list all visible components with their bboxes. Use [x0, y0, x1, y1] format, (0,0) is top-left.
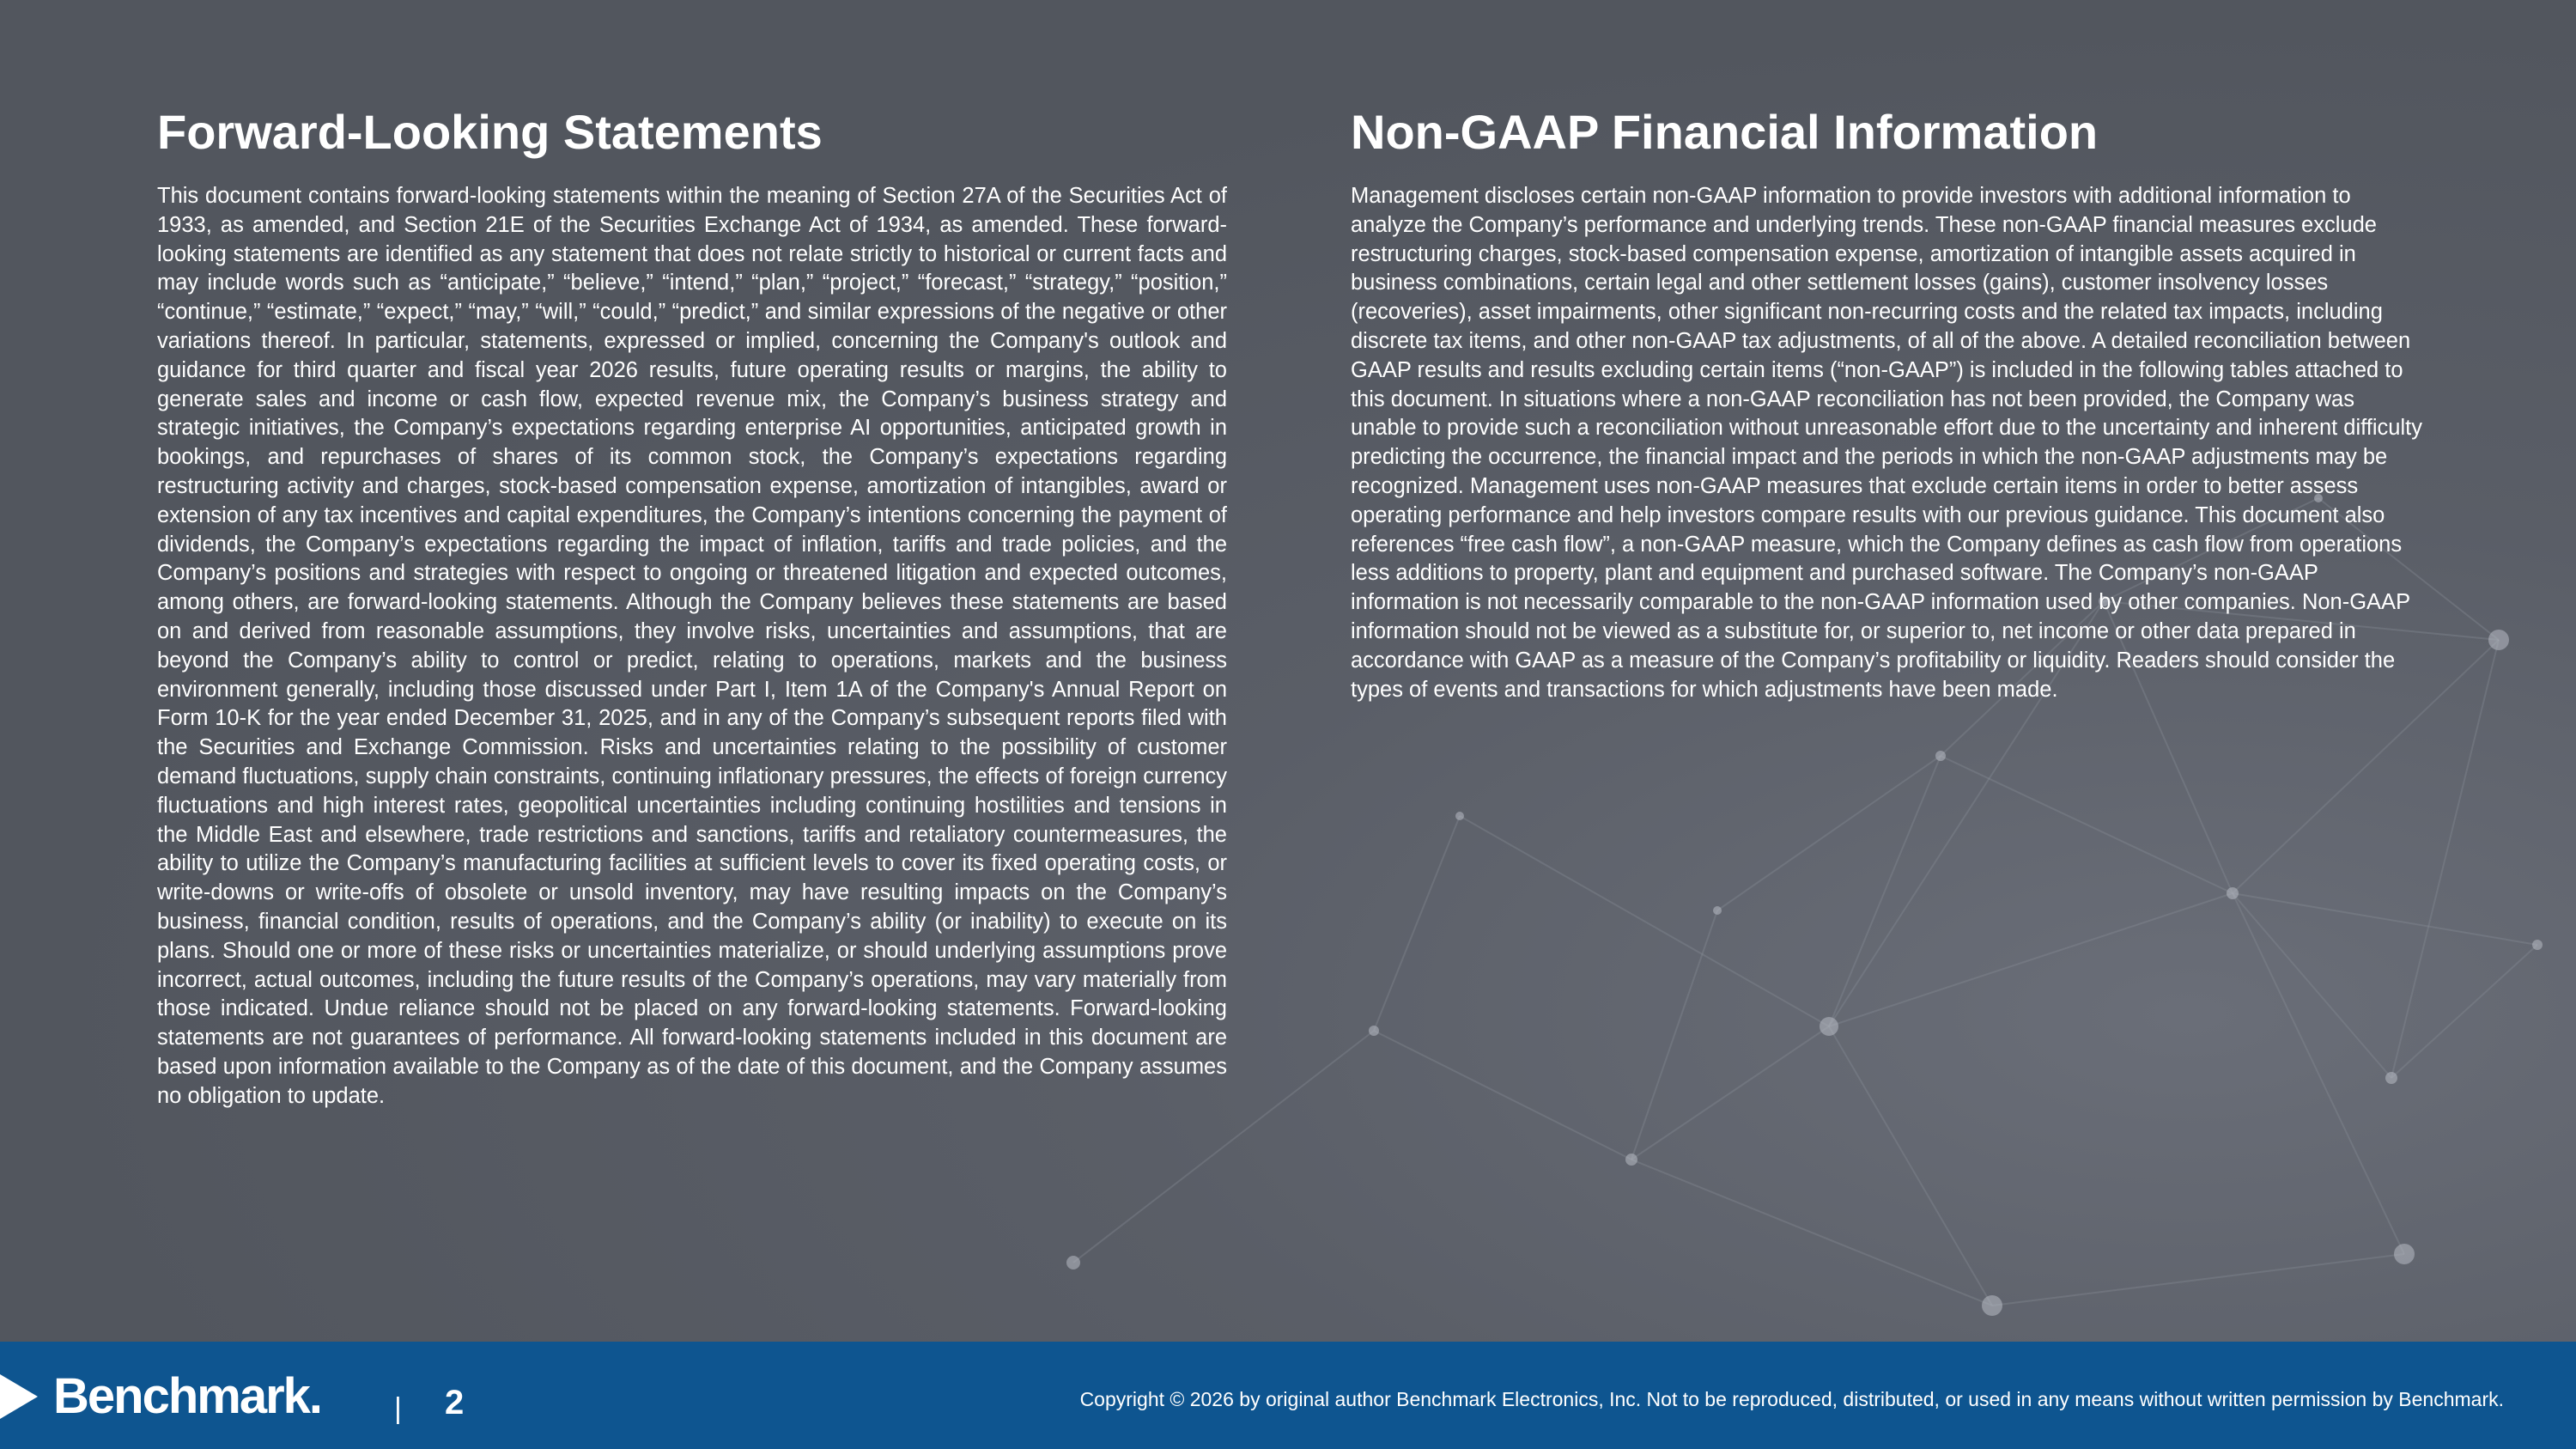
- page-number: 2: [445, 1384, 465, 1422]
- copyright-notice: Copyright © 2026 by original author Benchmark Electronics, Inc. Not to be reproduced, distributed, or used in any means without written permission by Benchmark.: [1079, 1388, 2504, 1410]
- footer-bar: [0, 1342, 2576, 1449]
- non-gaap-body: Management discloses certain non-GAAP information to provide investors with additional information to analyze the Company’s performance and underlying trends. These non-GAAP financial measures exclude restructuring charges, stock-based compensation expense, amortization of intangible assets acquired in business combinations, certain legal and other settlement losses (gains), customer insolvency losses (recoveries), asset impairments, other significant non-recurring costs and the related tax impacts, including discrete tax items, and other non-GAAP tax adjustments, of all of the above. A detailed reconciliation between GAAP results and results excluding certain items (“non-GAAP”) is included in the following tables attached to this document. In situations where a non-GAAP reconciliation has not been provided, the Company was unable to provide such a reconciliation without unreasonable effort due to the uncertainty and inherent difficulty predicting the occurrence, the financial impact and the periods in which the non-GAAP adjustments may be recognized. Management uses non-GAAP measures that exclude certain items in order to better assess operating performance and help investors compare results with our previous guidance. This document also references “free cash flow”, a non-GAAP measure, which the Company defines as cash flow from operations less additions to property, plant and equipment and purchased software. The Company’s non-GAAP information is not necessarily comparable to the non-GAAP information used by other companies. Non-GAAP information should not be viewed as a substitute for, or superior to, net income or other data prepared in accordance with GAAP as a measure of the Company’s profitability or liquidity. Readers should consider the types of events and transactions for which adjustments have been made.: [1351, 184, 2422, 702]
- forward-looking-title: Forward-Looking Statements: [157, 105, 823, 159]
- logo-triangle-icon: [0, 1374, 38, 1419]
- benchmark-logo: [0, 1367, 321, 1426]
- forward-looking-body: This document contains forward-looking statements within the meaning of Section 27A of the Securities Act of 1933, as amended, and Section 21E of the Securities Exchange Act of 1934, as amended. These forward-looking statements are identified as any statement that does not relate strictly to historical or current facts and may include words such as “anticipate,” “believe,” “intend,” “plan,” “project,” “forecast,” “strategy,” “position,” “continue,” “estimate,” “expect,” “may,” “will,” “could,” “predict,” and similar expressions of the negative or other variations thereof. In particular, statements, expressed or implied, concerning the Company's outlook and guidance for third quarter and fiscal year 2026 results, future operating results or margins, the ability to generate sales and income or cash flow, expected revenue mix, the Company’s business strategy and strategic initiatives, the Company’s expectations regarding enterprise AI opportunities, anticipated growth in bookings, and repurchases of shares of its common stock, the Company’s expectations regarding restructuring activity and charges, stock-based compensation expense, amortization of intangibles, award or extension of any tax incentives and capital expenditures, the Company’s intentions concerning the payment of dividends, the Company’s expectations regarding the impact of inflation, tariffs and trade policies, and the Company’s positions and strategies with respect to ongoing or threatened litigation and expected outcomes, among others, are forward-looking statements. Although the Company believes these statements are based on and derived from reasonable assumptions, they involve risks, uncertainties and assumptions, that are beyond the Company’s ability to control or predict, relating to operations, markets and the business environment generally, including those discussed under Part I, Item 1A of the Company's Annual Report on Form 10-K for the year ended December 31, 2025, and in any of the Company’s subsequent reports filed with the Securities and Exchange Commission. Risks and uncertainties relating to the possibility of customer demand fluctuations, supply chain constraints, continuing inflationary pressures, the effects of foreign currency fluctuations and high interest rates, geopolitical uncertainties including continuing hostilities and tensions in the Middle East and elsewhere, trade restrictions and sanctions, tariffs and retaliatory countermeasures, the ability to utilize the Company’s manufacturing facilities at sufficient levels to cover its fixed operating costs, or write-downs or write-offs of obsolete or unsold inventory, may have resulting impacts on the Company’s business, financial condition, results of operations, and the Company’s ability (or inability) to execute on its plans. Should one or more of these risks or uncertainties materialize, or should underlying assumptions prove incorrect, actual outcomes, including the future results of the Company’s operations, may vary materially from those indicated. Undue reliance should not be placed on any forward-looking statements. Forward-looking statements are not guarantees of performance. All forward-looking statements included in this document are based upon information available to the Company as of the date of this document, and the Company assumes no obligation to update.: [157, 184, 1227, 1108]
- logo-wordmark: Benchmark.: [53, 1368, 322, 1424]
- footer-divider: |: [394, 1392, 402, 1425]
- non-gaap-section: [1351, 101, 2424, 704]
- forward-looking-section: [157, 101, 1227, 1111]
- non-gaap-title: Non-GAAP Financial Information: [1351, 105, 2099, 159]
